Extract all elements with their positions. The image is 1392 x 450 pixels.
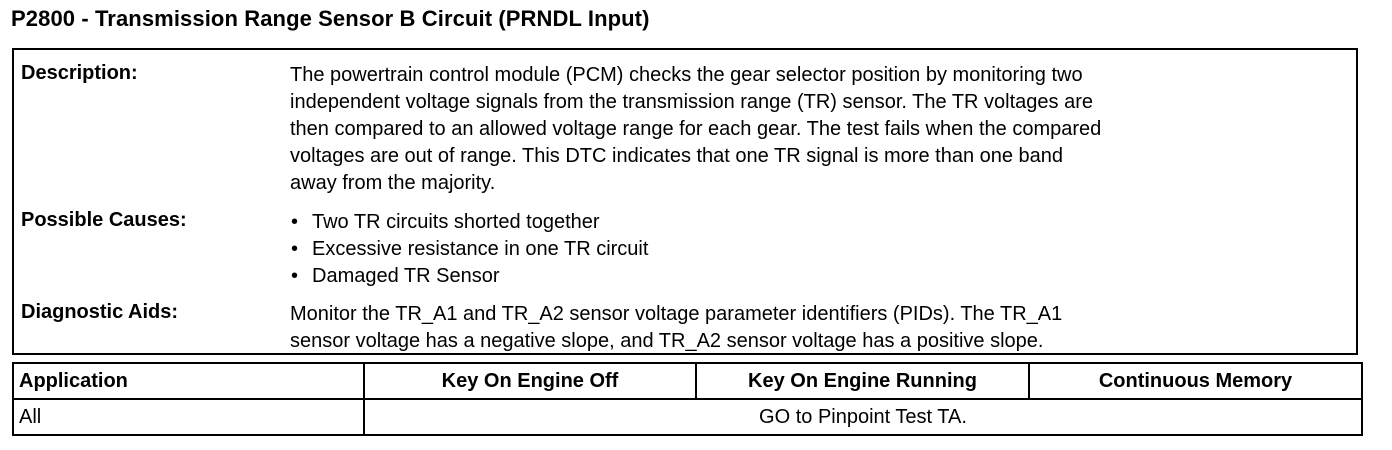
dtc-info-box bbox=[12, 48, 1358, 355]
description-line: The powertrain control module (PCM) checks the gear selector position by monitoring two bbox=[290, 64, 1083, 86]
description-text bbox=[290, 62, 1346, 197]
column-header-application: Application bbox=[13, 363, 364, 399]
column-header-continuous-memory: Continuous Memory bbox=[1029, 363, 1362, 399]
description-line: then compared to an allowed voltage range for each gear. The test fails when the compared bbox=[290, 118, 1102, 140]
diagnostic-aids-text bbox=[290, 301, 1346, 355]
diagnostic-aids-line: sensor voltage has a negative slope, and TR_A2 sensor voltage has a positive slope. bbox=[290, 330, 1044, 352]
diagnostic-aids-label: Diagnostic Aids: bbox=[21, 301, 179, 323]
possible-causes-label: Possible Causes: bbox=[21, 209, 187, 231]
cause-item: • Damaged TR Sensor bbox=[290, 263, 1346, 290]
application-table bbox=[12, 362, 1363, 436]
description-line: voltages are out of range. This DTC indicates that one TR signal is more than one band bbox=[290, 145, 1064, 167]
column-header-koer: Key On Engine Running bbox=[696, 363, 1029, 399]
possible-causes-list bbox=[290, 209, 1346, 290]
cause-item: • Two TR circuits shorted together bbox=[290, 209, 1346, 236]
table-header-row bbox=[13, 363, 1362, 399]
action-cell: GO to Pinpoint Test TA. bbox=[364, 399, 1362, 435]
table-row bbox=[13, 399, 1362, 435]
description-label: Description: bbox=[21, 62, 138, 84]
diagnostic-aids-line: Monitor the TR_A1 and TR_A2 sensor voltage parameter identifiers (PIDs). The TR_A1 bbox=[290, 303, 1063, 325]
column-header-koeo: Key On Engine Off bbox=[364, 363, 696, 399]
application-cell: All bbox=[13, 399, 364, 435]
description-line: independent voltage signals from the transmission range (TR) sensor. The TR voltages are bbox=[290, 91, 1094, 113]
cause-item: • Excessive resistance in one TR circuit bbox=[290, 236, 1346, 263]
page-title: P2800 - Transmission Range Sensor B Circuit (PRNDL Input) bbox=[11, 6, 650, 31]
description-line: away from the majority. bbox=[290, 172, 496, 194]
